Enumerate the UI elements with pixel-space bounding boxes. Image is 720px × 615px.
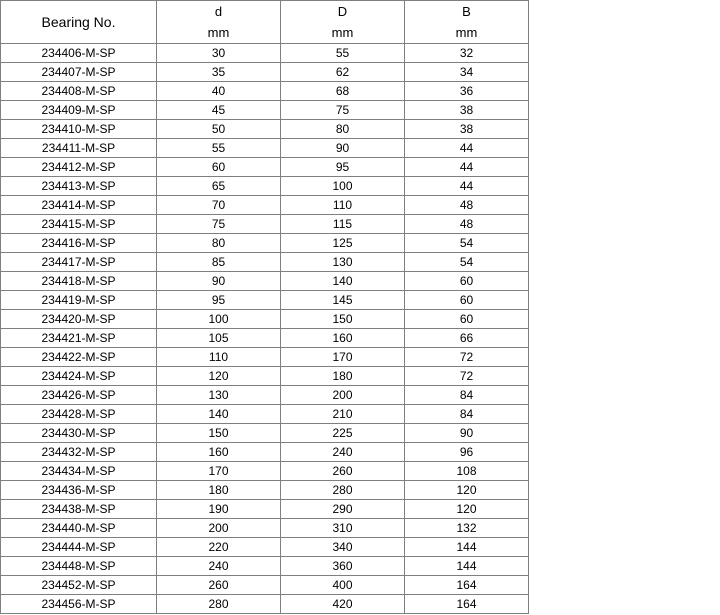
bearing-no-cell: 234452-M-SP [1,576,157,595]
width-b-cell: 144 [405,557,529,576]
bearing-no-cell: 234415-M-SP [1,215,157,234]
table-row [1,519,529,538]
outer-d-cell: 125 [281,234,405,253]
table-row [1,253,529,272]
table-row [1,595,529,614]
bore-d-cell: 80 [157,234,281,253]
outer-d-cell: 150 [281,310,405,329]
table-row [1,44,529,63]
bore-d-cell: 260 [157,576,281,595]
bore-d-cell: 85 [157,253,281,272]
bore-d-cell: 95 [157,291,281,310]
bore-d-cell: 105 [157,329,281,348]
width-b-cell: 72 [405,367,529,386]
bore-d-cell: 40 [157,82,281,101]
bore-d-cell: 120 [157,367,281,386]
width-b-cell: 54 [405,234,529,253]
bore-d-cell: 50 [157,120,281,139]
bearing-no-cell: 234448-M-SP [1,557,157,576]
bearing-no-cell: 234419-M-SP [1,291,157,310]
width-b-cell: 60 [405,272,529,291]
width-b-cell: 44 [405,139,529,158]
table-header [1,1,529,44]
width-b-cell: 164 [405,576,529,595]
header-d [157,1,281,44]
bore-d-cell: 190 [157,500,281,519]
bearing-no-cell: 234417-M-SP [1,253,157,272]
bearing-no-cell: 234426-M-SP [1,386,157,405]
bearing-no-cell: 234408-M-SP [1,82,157,101]
bearing-no-cell: 234411-M-SP [1,139,157,158]
bearing-no-cell: 234428-M-SP [1,405,157,424]
table-row [1,329,529,348]
table-row [1,462,529,481]
bore-d-cell: 90 [157,272,281,291]
table-row [1,101,529,120]
table-row [1,348,529,367]
table-row [1,139,529,158]
outer-d-cell: 200 [281,386,405,405]
bearing-no-cell: 234412-M-SP [1,158,157,177]
width-b-cell: 84 [405,386,529,405]
bearing-no-cell: 234421-M-SP [1,329,157,348]
table-row [1,196,529,215]
outer-d-cell: 240 [281,443,405,462]
outer-d-cell: 80 [281,120,405,139]
outer-d-cell: 160 [281,329,405,348]
bore-d-cell: 200 [157,519,281,538]
outer-d-cell: 100 [281,177,405,196]
bearing-no-cell: 234416-M-SP [1,234,157,253]
bore-d-cell: 140 [157,405,281,424]
bearing-no-cell: 234418-M-SP [1,272,157,291]
bore-d-cell: 65 [157,177,281,196]
bore-d-cell: 100 [157,310,281,329]
width-b-cell: 108 [405,462,529,481]
table-row [1,500,529,519]
bearing-no-cell: 234436-M-SP [1,481,157,500]
header-b-label: B [462,4,471,19]
bore-d-cell: 110 [157,348,281,367]
width-b-cell: 44 [405,177,529,196]
table-row [1,538,529,557]
outer-d-cell: 225 [281,424,405,443]
outer-d-cell: 62 [281,63,405,82]
outer-d-cell: 420 [281,595,405,614]
table-row [1,215,529,234]
width-b-cell: 66 [405,329,529,348]
outer-d-cell: 140 [281,272,405,291]
width-b-cell: 120 [405,481,529,500]
table-row [1,424,529,443]
header-d-unit: mm [207,25,230,40]
header-outer-d-unit: mm [331,25,354,40]
bearing-no-cell: 234456-M-SP [1,595,157,614]
bearing-no-cell: 234407-M-SP [1,63,157,82]
width-b-cell: 84 [405,405,529,424]
table-row [1,557,529,576]
width-b-cell: 36 [405,82,529,101]
bearing-no-cell: 234424-M-SP [1,367,157,386]
table-row [1,443,529,462]
width-b-cell: 60 [405,291,529,310]
width-b-cell: 72 [405,348,529,367]
bore-d-cell: 60 [157,158,281,177]
width-b-cell: 60 [405,310,529,329]
outer-d-cell: 280 [281,481,405,500]
outer-d-cell: 55 [281,44,405,63]
table-row [1,291,529,310]
bearing-no-cell: 234406-M-SP [1,44,157,63]
bearing-no-cell: 234410-M-SP [1,120,157,139]
outer-d-cell: 115 [281,215,405,234]
outer-d-cell: 170 [281,348,405,367]
width-b-cell: 144 [405,538,529,557]
outer-d-cell: 310 [281,519,405,538]
bearing-no-cell: 234432-M-SP [1,443,157,462]
bearing-no-cell: 234444-M-SP [1,538,157,557]
bore-d-cell: 170 [157,462,281,481]
outer-d-cell: 180 [281,367,405,386]
width-b-cell: 38 [405,120,529,139]
outer-d-cell: 68 [281,82,405,101]
width-b-cell: 38 [405,101,529,120]
table-row [1,82,529,101]
bore-d-cell: 160 [157,443,281,462]
header-outer-d [281,1,405,44]
width-b-cell: 48 [405,196,529,215]
width-b-cell: 44 [405,158,529,177]
bore-d-cell: 240 [157,557,281,576]
header-outer-d-label: D [337,4,348,19]
width-b-cell: 120 [405,500,529,519]
width-b-cell: 54 [405,253,529,272]
table-row [1,158,529,177]
table-row [1,63,529,82]
outer-d-cell: 260 [281,462,405,481]
outer-d-cell: 360 [281,557,405,576]
outer-d-cell: 110 [281,196,405,215]
table-row [1,234,529,253]
bore-d-cell: 55 [157,139,281,158]
table-body [1,44,529,614]
bore-d-cell: 35 [157,63,281,82]
bearing-no-cell: 234420-M-SP [1,310,157,329]
table-row [1,576,529,595]
bore-d-cell: 220 [157,538,281,557]
outer-d-cell: 290 [281,500,405,519]
outer-d-cell: 130 [281,253,405,272]
header-bearing-no: Bearing No. [1,1,157,44]
outer-d-cell: 75 [281,101,405,120]
header-d-label: d [214,4,223,19]
header-row [1,1,529,44]
bearing-no-cell: 234422-M-SP [1,348,157,367]
bore-d-cell: 130 [157,386,281,405]
bearing-no-cell: 234430-M-SP [1,424,157,443]
outer-d-cell: 400 [281,576,405,595]
bore-d-cell: 45 [157,101,281,120]
bearing-no-cell: 234438-M-SP [1,500,157,519]
bearing-no-cell: 234434-M-SP [1,462,157,481]
table-row [1,310,529,329]
table-row [1,272,529,291]
bore-d-cell: 70 [157,196,281,215]
bore-d-cell: 75 [157,215,281,234]
width-b-cell: 90 [405,424,529,443]
bearing-no-cell: 234414-M-SP [1,196,157,215]
table-row [1,367,529,386]
outer-d-cell: 340 [281,538,405,557]
bearing-no-cell: 234409-M-SP [1,101,157,120]
header-b [405,1,529,44]
bore-d-cell: 30 [157,44,281,63]
outer-d-cell: 145 [281,291,405,310]
outer-d-cell: 95 [281,158,405,177]
width-b-cell: 34 [405,63,529,82]
width-b-cell: 164 [405,595,529,614]
table-row [1,120,529,139]
width-b-cell: 132 [405,519,529,538]
outer-d-cell: 90 [281,139,405,158]
width-b-cell: 96 [405,443,529,462]
width-b-cell: 48 [405,215,529,234]
outer-d-cell: 210 [281,405,405,424]
header-b-unit: mm [455,25,478,40]
bearing-no-cell: 234413-M-SP [1,177,157,196]
bore-d-cell: 150 [157,424,281,443]
table-row [1,405,529,424]
bore-d-cell: 180 [157,481,281,500]
table-row [1,177,529,196]
bearing-no-cell: 234440-M-SP [1,519,157,538]
table-row [1,386,529,405]
width-b-cell: 32 [405,44,529,63]
table-row [1,481,529,500]
bore-d-cell: 280 [157,595,281,614]
